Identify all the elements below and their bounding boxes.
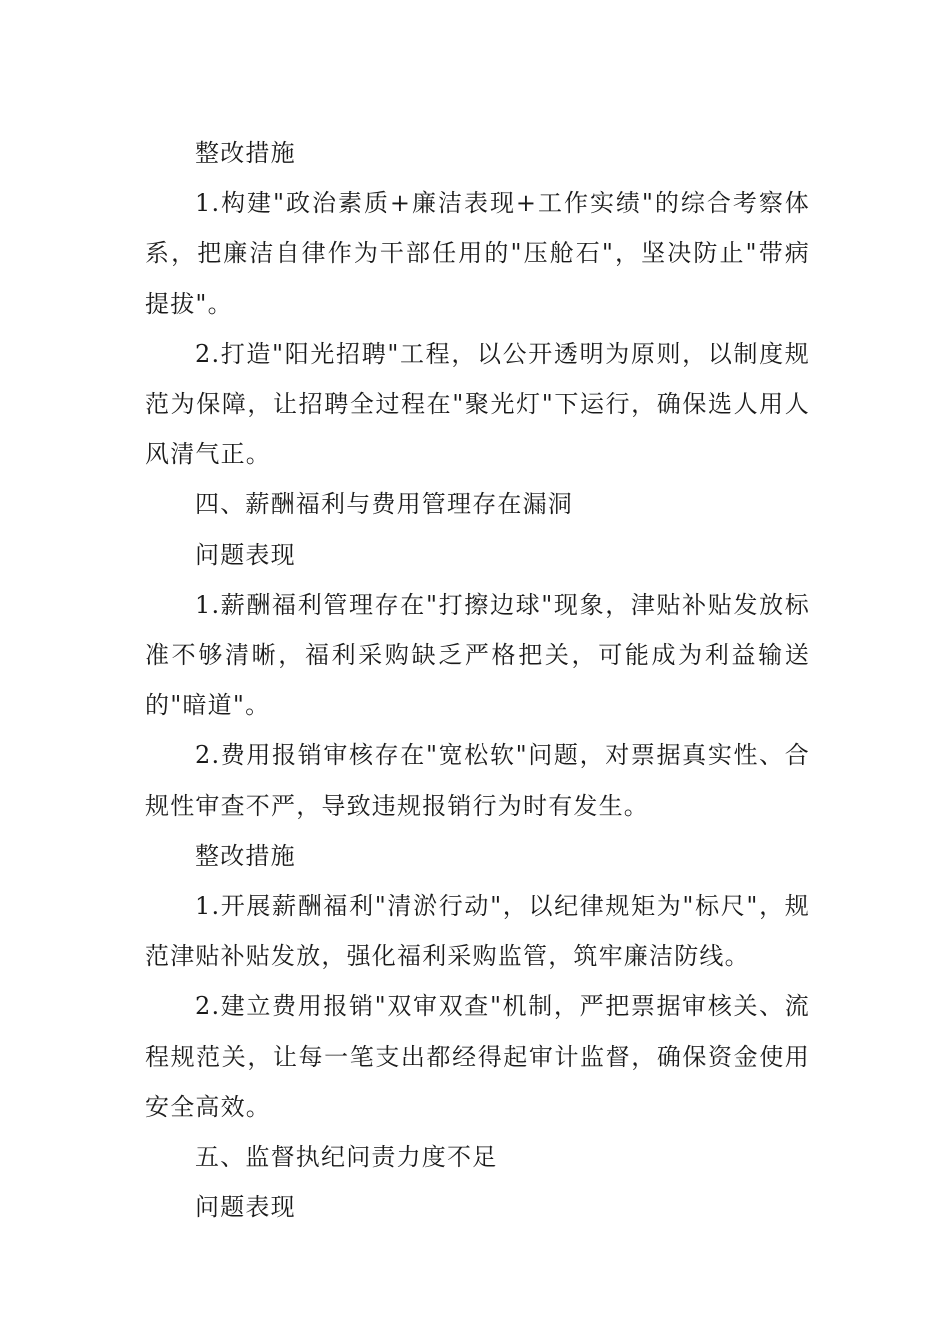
paragraph-measure-3: 1.开展薪酬福利"清淤行动"，以纪律规矩为"标尺"，规范津贴补贴发放，强化福利采购监管，筑牢廉洁防线。 (145, 892, 810, 971)
paragraph-problem-1: 1.薪酬福利管理存在"打擦边球"现象，津贴补贴发放标准不够清晰，福利采购缺乏严格把关，可能成为利益输送的"暗道"。 (145, 590, 810, 720)
paragraph-measure-2: 2.打造"阳光招聘"工程，以公开透明为原则，以制度规范为保障，让招聘全过程在"聚光灯"下运行，确保选人用人风清气正。 (145, 339, 810, 469)
subheading-rectification-measures-2: 整改措施 (195, 841, 296, 870)
section-heading-5: 五、监督执纪问责力度不足 (195, 1143, 498, 1172)
document-page (145, 128, 810, 1232)
paragraph-problem-2: 2.费用报销审核存在"宽松软"问题，对票据真实性、合规性审查不严，导致违规报销行为时有发生。 (145, 741, 810, 820)
paragraph-measure-4: 2.建立费用报销"双审双查"机制，严把票据审核关、流程规范关，让每一笔支出都经得起审计监督，确保资金使用安全高效。 (145, 992, 810, 1121)
section-heading-4: 四、薪酬福利与费用管理存在漏洞 (195, 490, 573, 519)
subheading-problem-manifestation-2: 问题表现 (195, 1193, 296, 1222)
paragraph-measure-1: 1.构建"政治素质+廉洁表现+工作实绩"的综合考察体系，把廉洁自律作为干部任用的"压舱石"，坚决防止"带病提拔"。 (145, 189, 810, 318)
subheading-problem-manifestation: 问题表现 (195, 540, 296, 569)
subheading-rectification-measures: 整改措施 (195, 139, 296, 167)
